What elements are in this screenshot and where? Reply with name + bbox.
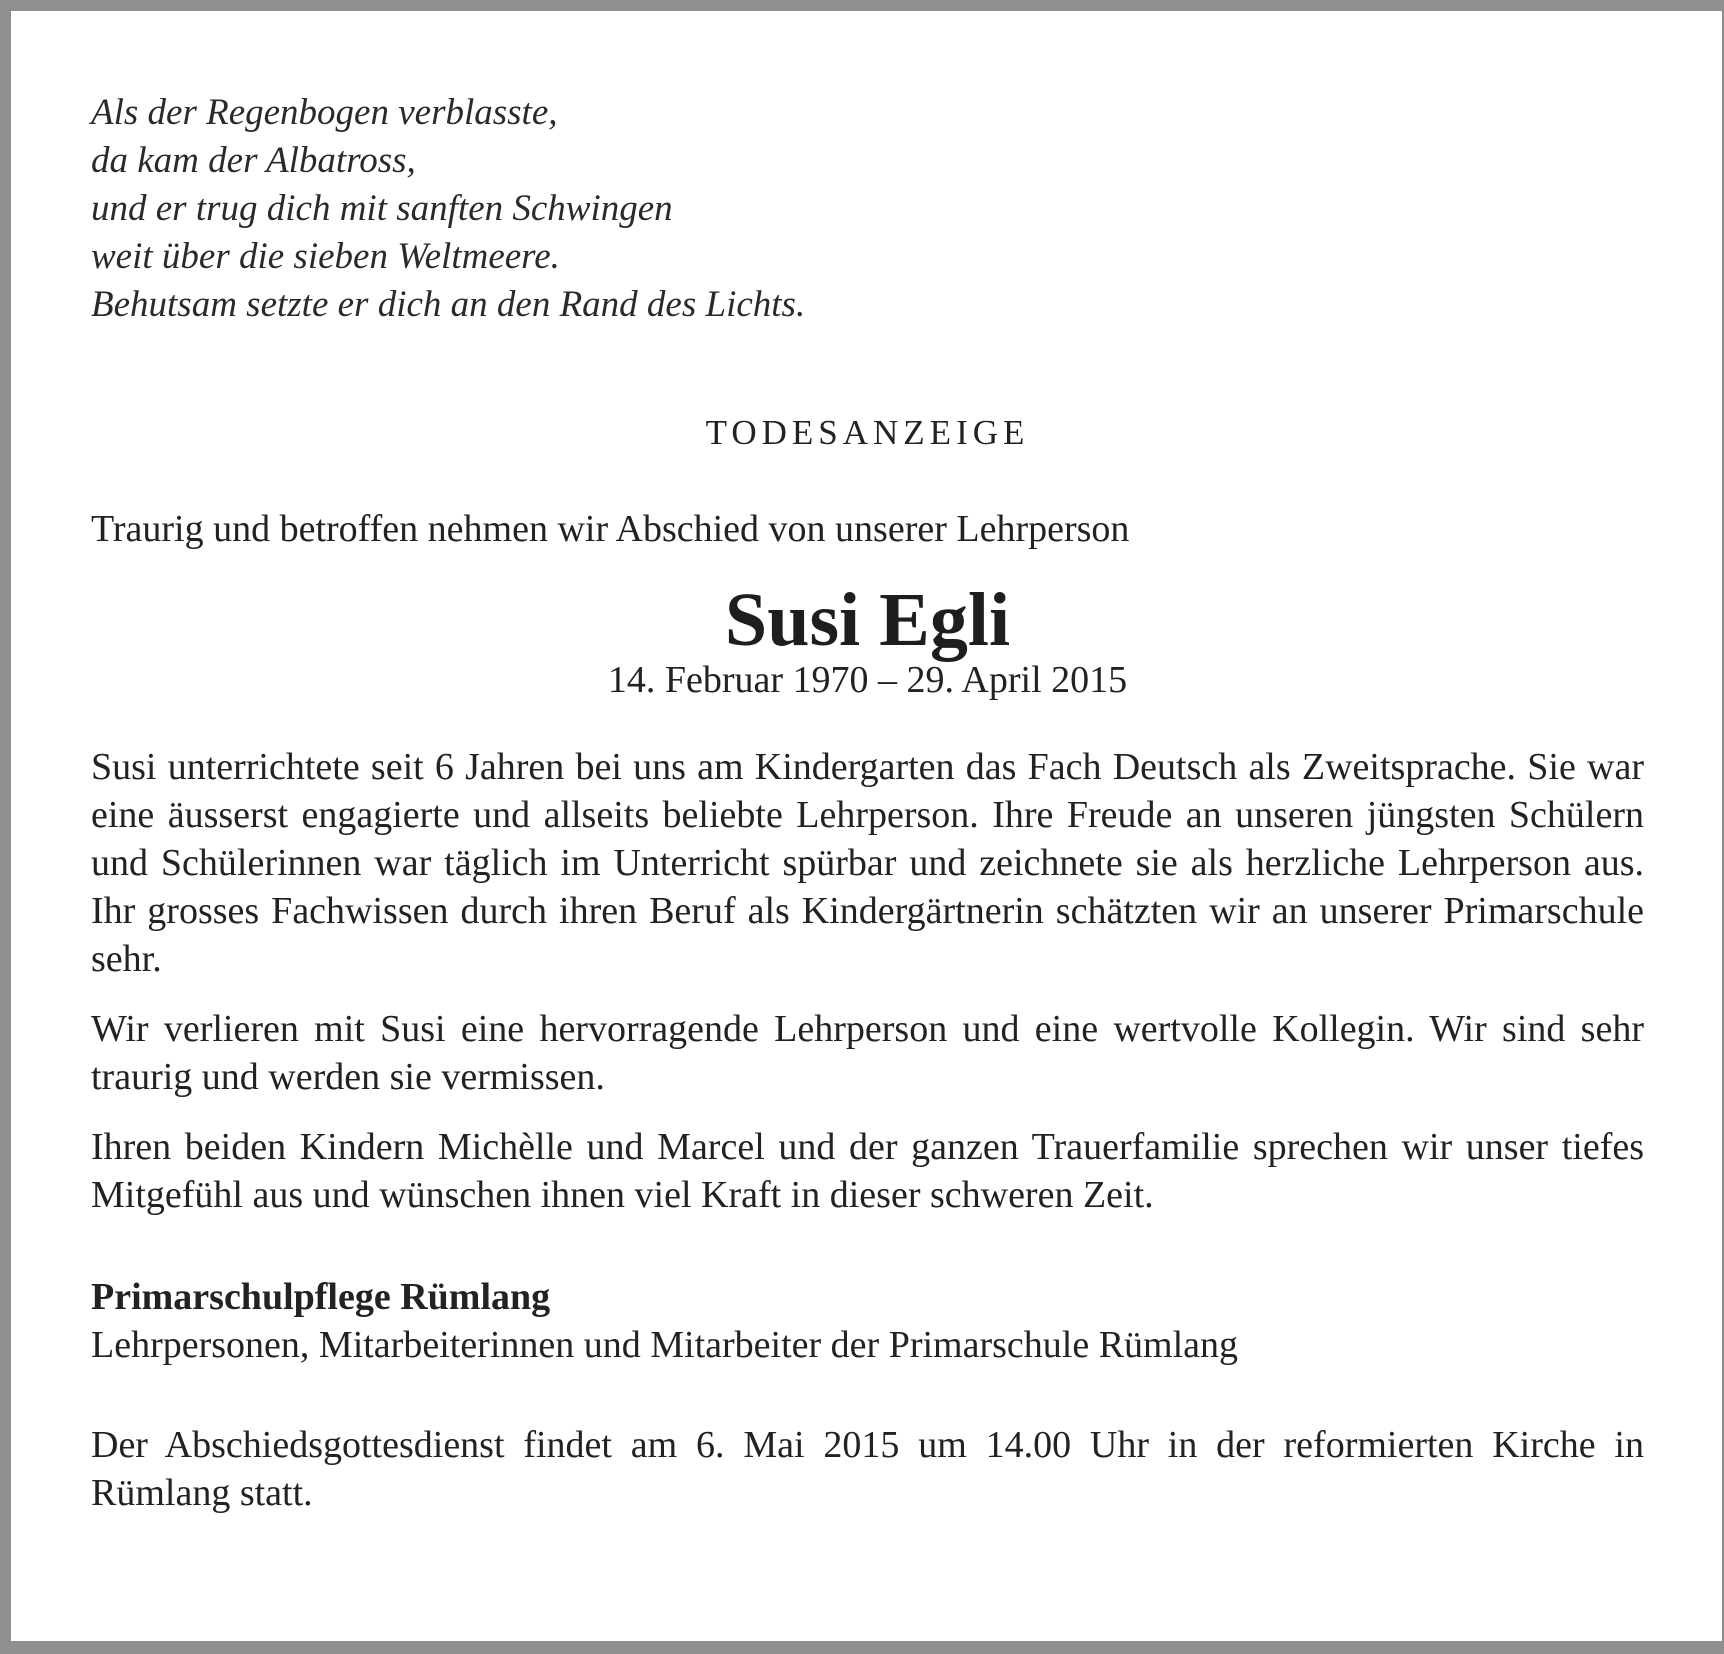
body-paragraph: Susi unterrichtete seit 6 Jahren bei uns am Kindergarten das Fach Deutsch als Zweitsprache. Sie war eine äusserst engagierte und allseits beliebte Lehrperson. Ihre Freude an unseren jüngsten Schülern und Schülerinnen war täglich im Unterricht spürbar und zeichnete sie als herzliche Lehrperson aus. Ihr grosses Fachwissen durch ihren Beruf als Kindergärtnerin schätzten wir an unserer Primarschule sehr. <box>91 746 1644 980</box>
notice-intro: Traurig und betroffen nehmen wir Abschied von unserer Lehrperson <box>91 508 1130 550</box>
poem-line: da kam der Albatross, <box>91 140 416 181</box>
poem <box>91 89 1644 329</box>
life-dates: 14. Februar 1970 – 29. April 2015 <box>607 659 1128 701</box>
poem-line: weit über die sieben Weltmeere. <box>91 236 560 277</box>
body-paragraph: Wir verlieren mit Susi eine hervorragende Lehrperson und eine wertvolle Kollegin. Wir sind sehr traurig und werden sie vermissen. <box>91 1008 1644 1098</box>
poem-line: Als der Regenbogen verblasste, <box>91 92 558 133</box>
body-paragraph: Ihren beiden Kindern Michèlle und Marcel und der ganzen Trauerfamilie sprechen wir unser tiefes Mitgefühl aus und wünschen ihnen viel Kraft in dieser schweren Zeit. <box>91 1126 1644 1216</box>
deceased-name: Susi Egli <box>724 578 1011 662</box>
signature-staff: Lehrpersonen, Mitarbeiterinnen und Mitarbeiter der Primarschule Rümlang <box>91 1324 1239 1366</box>
notice-content <box>91 89 1644 1517</box>
poem-line: und er trug dich mit sanften Schwingen <box>91 188 673 229</box>
service-info: Der Abschiedsgottesdienst findet am 6. Mai 2015 um 14.00 Uhr in der reformierten Kirche in Rümlang statt. <box>91 1424 1644 1514</box>
poem-line: Behutsam setzte er dich an den Rand des Lichts. <box>91 284 806 325</box>
signature-organization: Primarschulpflege Rümlang <box>91 1276 551 1318</box>
notice-heading: TODESANZEIGE <box>705 413 1030 452</box>
